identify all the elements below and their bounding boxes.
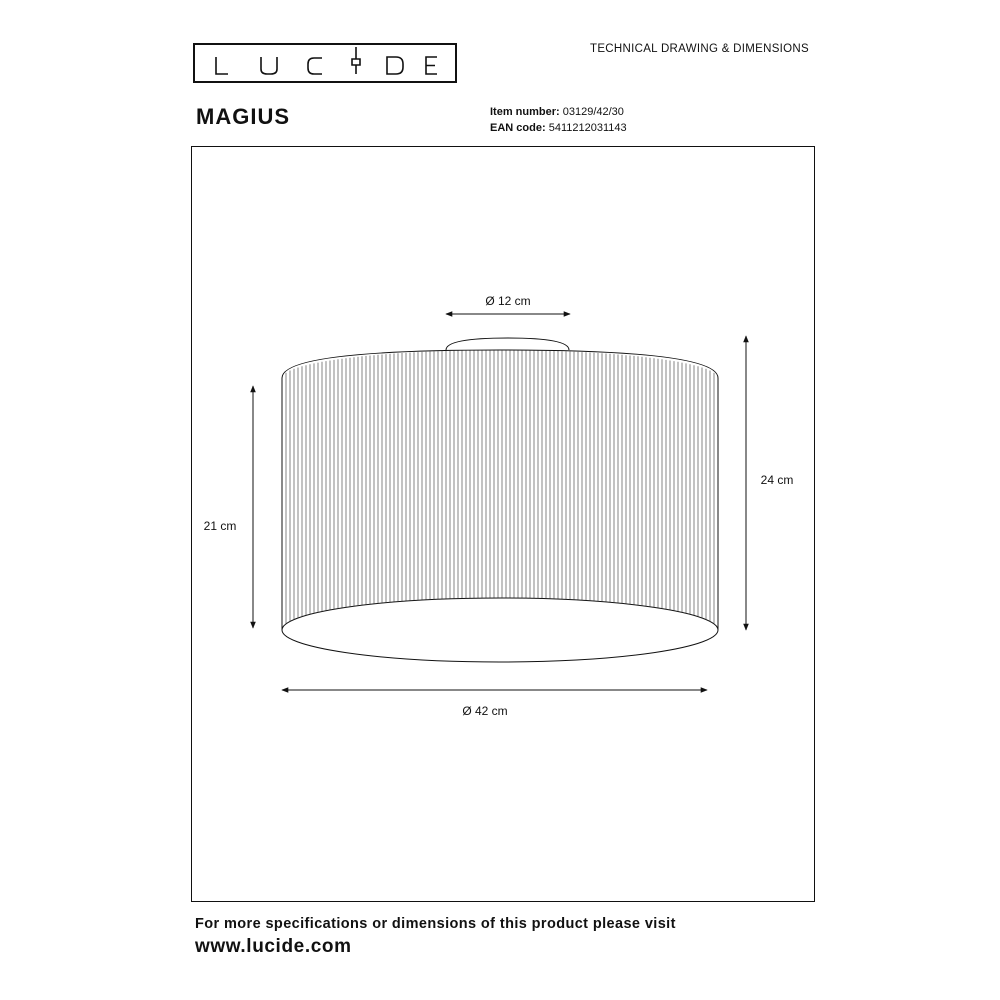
footer-text: For more specifications or dimensions of this product please visit	[195, 916, 676, 932]
shade-height-label: 21 cm	[203, 519, 237, 533]
shade-ribs	[286, 350, 714, 624]
item-number-row: Item number: 03129/42/30	[490, 106, 624, 118]
footer-link[interactable]: www.lucide.com	[195, 936, 352, 957]
lamp-shade	[282, 350, 718, 662]
document-type-label: TECHNICAL DRAWING & DIMENSIONS	[590, 43, 809, 55]
mount-diameter-label: Ø 12 cm	[485, 294, 531, 308]
ean-row: EAN code: 5411212031143	[490, 122, 627, 134]
product-name: MAGIUS	[196, 104, 290, 129]
total-height-label: 24 cm	[760, 473, 794, 487]
ceiling-mount	[446, 338, 569, 350]
ean-value: 5411212031143	[548, 122, 627, 134]
item-number-label: Item number	[490, 106, 557, 118]
item-number-value: 03129/42/30	[562, 106, 624, 118]
ean-label: EAN code	[490, 122, 542, 134]
shade-diameter-label: Ø 42 cm	[462, 704, 508, 718]
